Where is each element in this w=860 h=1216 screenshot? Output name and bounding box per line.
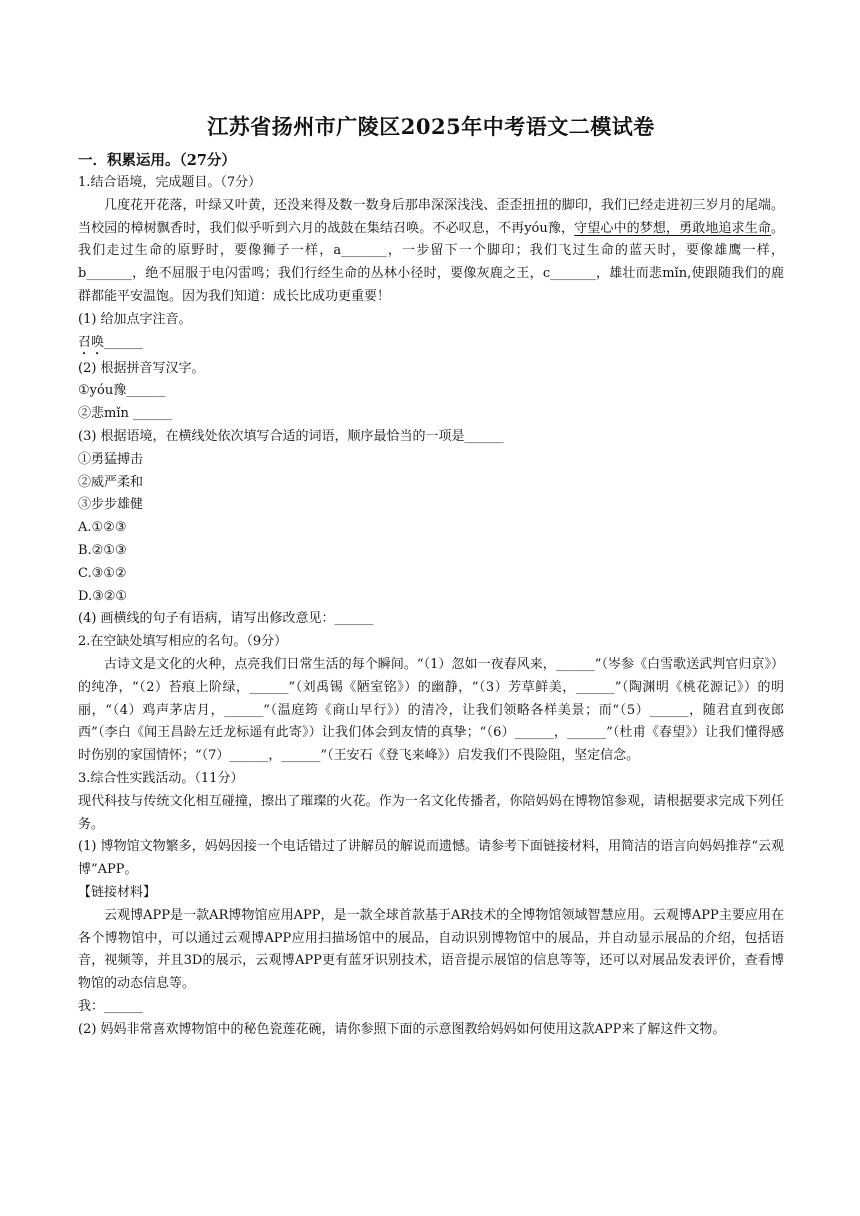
q1-sub2: (2) 根据拼音写汉字。 <box>78 360 205 376</box>
q3-sub2: (2) 妈妈非常喜欢博物馆中的秘色瓷莲花碗，请你参照下面的示意图教给妈妈如何使用这款APP来了解这件文物。 <box>78 1021 726 1037</box>
section-heading: 一．积累运用。（27分） <box>78 152 236 169</box>
q1-sub1: (1) 给加点字注音。 <box>78 311 192 327</box>
exam-page <box>78 112 784 1041</box>
exam-title: 江苏省扬州市广陵区2025年中考语文二模试卷 <box>207 114 655 139</box>
q1-underlined-sentence: 守望心中的梦想，勇敢地追求生命 <box>574 220 771 236</box>
q1-passage-b: 。我们走过生命的原野时，要像狮子一样，a_______，一步留下一个脚印；我们飞过生命的蓝天时，要像雄鹰一样，b_______，绝不屈服于电闪雷鸣；我们行经生命的丛林小径时，要像灰鹿之王，c_______，雄壮而悲mǐn,使跟随我们的鹿群都能平安温饱。因为我们知道：成长比成功更重要！ <box>78 220 784 304</box>
q3-sub1: (1) 博物馆文物繁多，妈妈因接一个电话错过了讲解员的解说而遗憾。请参考下面链接材料，用简洁的语言向妈妈推荐“云观博”APP。 <box>78 839 784 878</box>
answer-blank: ______ <box>104 334 144 350</box>
q1-option-1: ①勇猛搏击 <box>78 451 144 467</box>
q1-passage-a: 几度花开花落，叶绿又叶黄，还没来得及数一数身后那串深深浅浅、歪歪扭扭的脚印，我们已经走进初三岁月的尾端。当校园的樟树飘香时，我们似乎听到六月的战鼓在集结召唤。不必叹息，不再yóu豫， <box>78 197 784 236</box>
q3-intro: 现代科技与传统文化相互碰撞，擦出了璀璨的火花。作为一名文化传播者，你陪妈妈在博物馆参观，请根据要求完成下列任务。 <box>78 793 784 832</box>
q1-sub2-a: ①yóu豫______ <box>78 383 166 399</box>
link-material-text: 云观博APP是一款AR博物馆应用APP，是一款全球首款基于AR技术的全博物馆领域智慧应用。云观博APP主要应用在各个博物馆中，可以通过云观博APP应用扫描场馆中的展品，自动识别博物馆中的展品，并自动显示展品的介绍，包括语音，视频等，并且3D的展示，云观博APP更有蓝牙识别技术，语音提示展馆的信息等等，还可以对展品发表评价，查看博物馆的动态信息等。 <box>78 907 784 992</box>
my-answer: 我：______ <box>78 998 144 1014</box>
q2-passage: 古诗文是文化的火种，点亮我们日常生活的每个瞬间。“（1）忽如一夜春风来，______”（岑参《白雪歌送武判官归京》）的纯净，“（2）苔痕上阶绿，______”（刘禹锡《陋室铭》）的幽静，“（3）芳草鲜美，______”（陶渊明《桃花源记》）的明丽，“（4）鸡声茅店月，______”（温庭筠《商山早行》）的清冷，让我们领略各样美景；而“（5）______，随君直到夜郎西”（李白《闻王昌龄左迁龙标遥有此寄》）让我们体会到友情的真挚；“（6）______，______”（杜甫《春望》）让我们懂得感时伤别的家国情怀；“（7）______，______”（王安石《登飞来峰》）启发我们不畏险阻，坚定信念。 <box>78 656 784 764</box>
q1-passage <box>78 195 784 309</box>
q1-option-2: ②威严柔和 <box>78 474 144 490</box>
q1-sub2-b: ②悲mǐn ______ <box>78 406 172 422</box>
q1-sub3: (3) 根据语境，在横线处依次填写合适的词语，顺序最恰当的一项是______ <box>78 428 504 444</box>
q1-option-3: ③步步雄健 <box>78 497 144 513</box>
dotted-word: 召唤 <box>78 334 105 350</box>
q1-sub1-answer <box>78 332 784 358</box>
q3-stem: 3.综合性实践活动。（11分） <box>78 770 244 786</box>
choice-d: D.③②① <box>78 588 128 604</box>
choice-c: C.③①② <box>78 565 127 581</box>
choice-b: B.②①③ <box>78 542 127 558</box>
q1-stem: 1.结合语境，完成题目。（7分） <box>78 175 262 190</box>
q1-sub4: (4) 画横线的句子有语病，请写出修改意见：______ <box>78 611 374 627</box>
link-material-label: 【链接材料】 <box>78 884 157 900</box>
q2-stem: 2.在空缺处填写相应的名句。（9分） <box>78 634 288 650</box>
choice-a: A.①②③ <box>78 520 127 536</box>
